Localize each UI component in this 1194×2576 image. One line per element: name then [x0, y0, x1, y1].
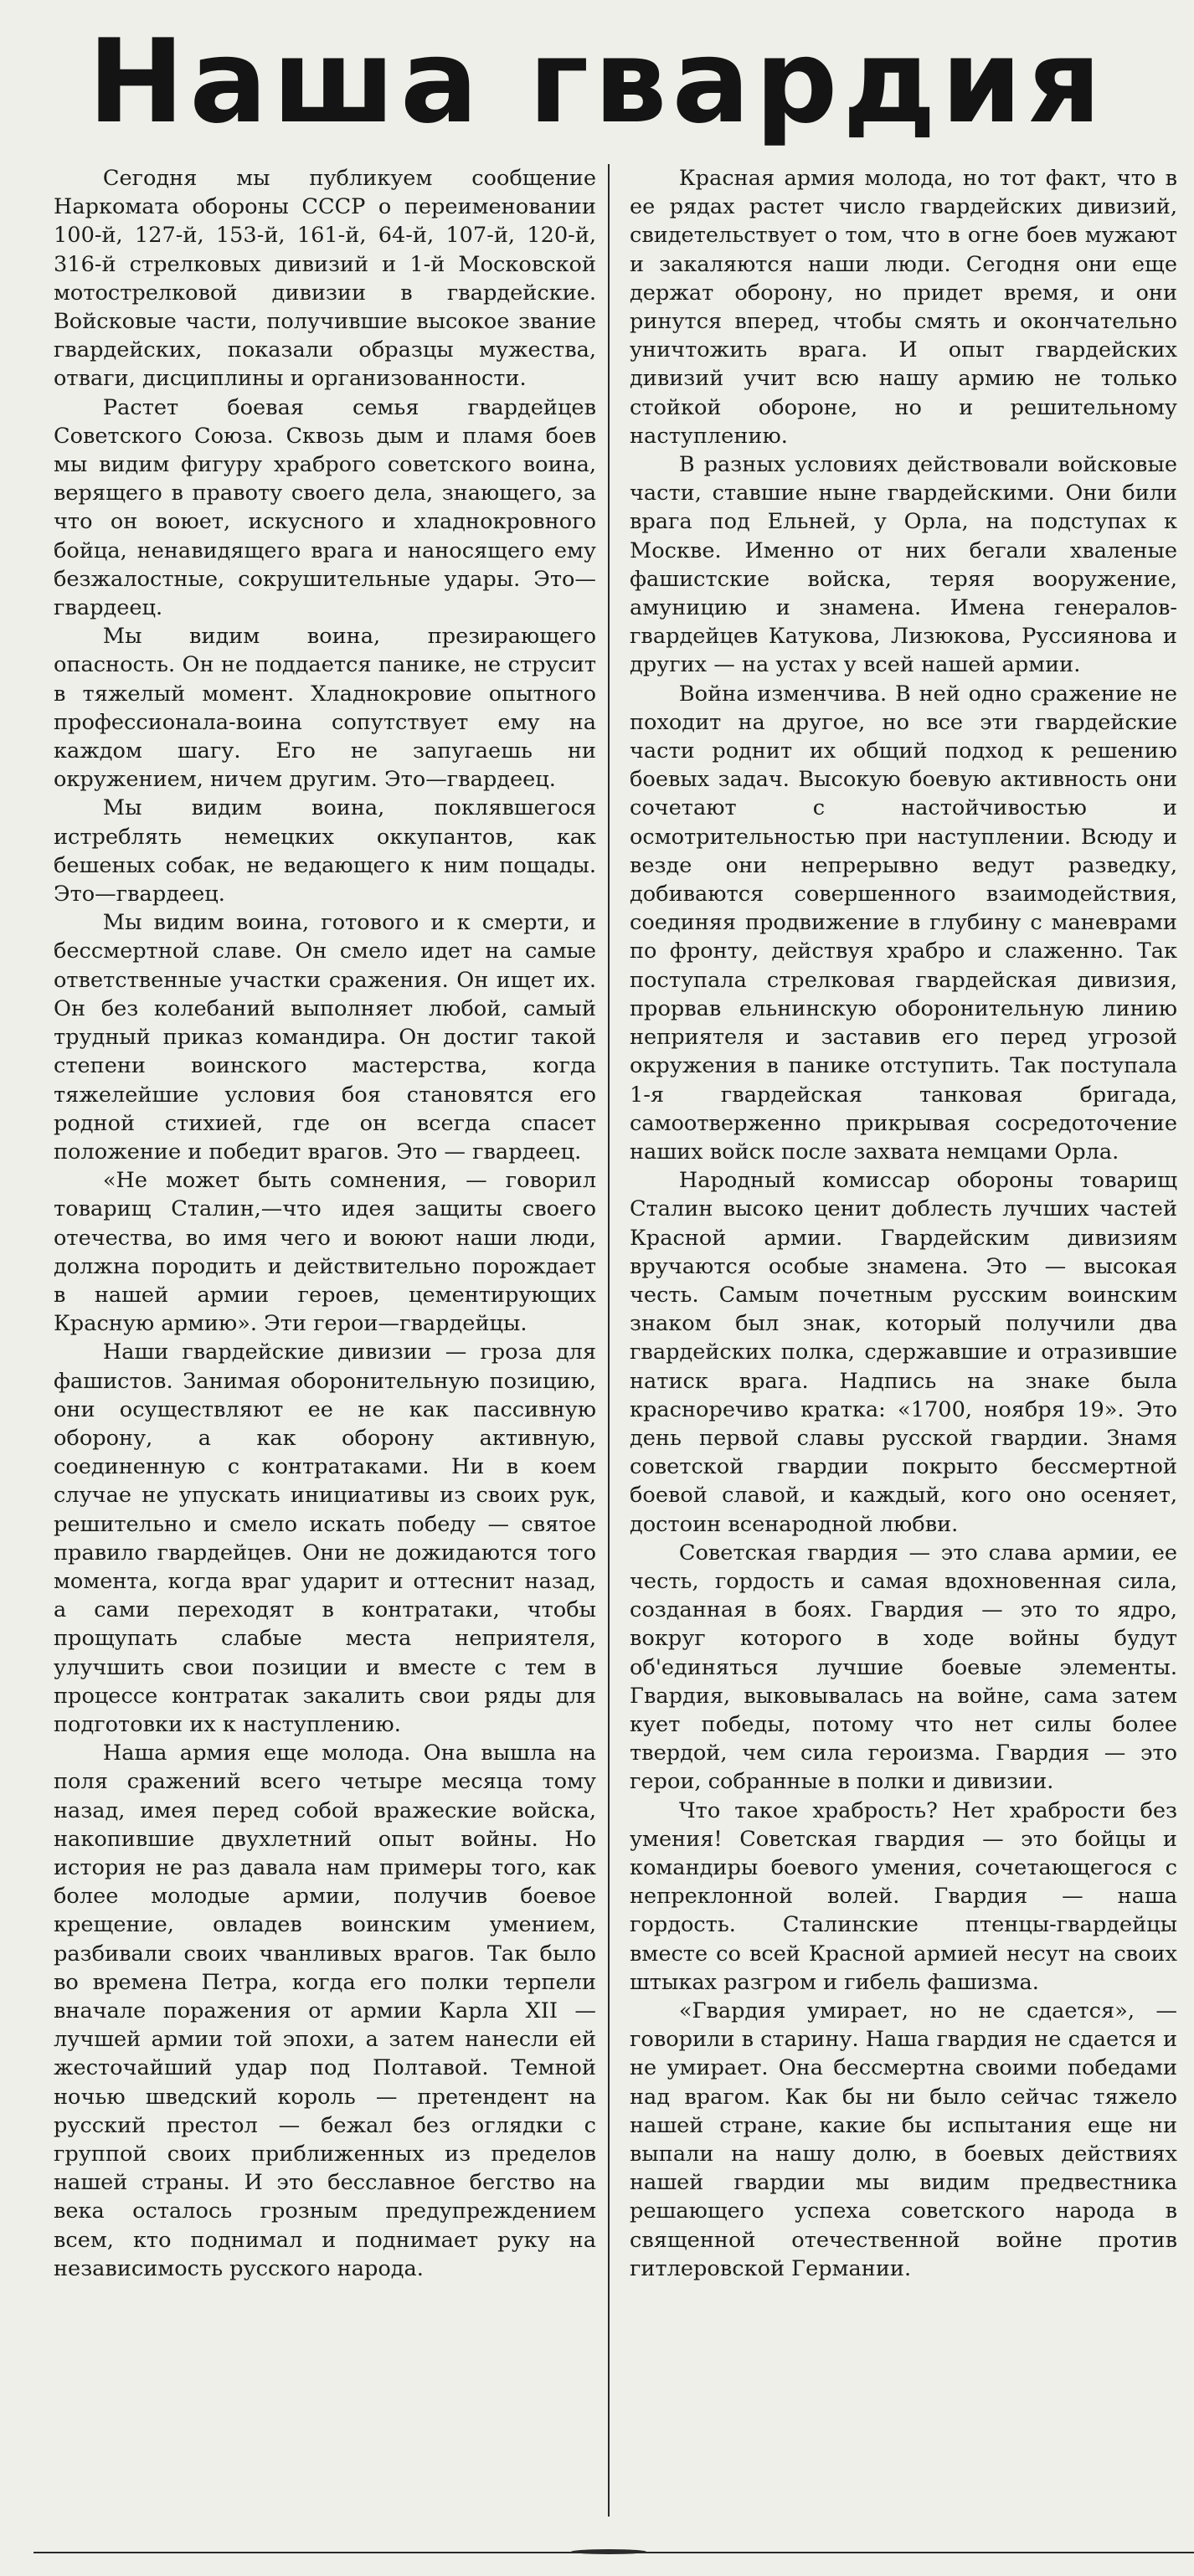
paragraph: Мы видим воина, поклявшегося истреблять немецких оккупантов, как бешеных собак, не ведающего к ним пощады. Это—гвардеец. [54, 795, 596, 908]
paragraph: Война изменчива. В ней одно сражение не походит на другое, но все эти гвардейские части роднит их общий подход к решению боевых задач. Высокую боевую активность они сочетают с настойчивостью и осмотрительностью при наступлении. Всюду и везде они непрерывно ведут разведку, добиваются совершенного взаимодействия, соединяя продвижение в глубину с маневрами по фронту, действуя храбро и слаженно. Так поступала стрелковая гвардейская дивизия, прорвав ельнинскую оборонительную линию неприятеля и заставив его перед угрозой окружения в панике отступить. Так поступала 1-я гвардейская танковая бригада, самоотверженно прикрывая сосредоточение наших войск после захвата немцами Орла. [630, 681, 1177, 1165]
paragraph: Народный комиссар обороны товарищ Сталин высоко ценит доблесть лучших частей Красной армии. Гвардейским дивизиям вручаются особые знамена. Это — высокая честь. Самым почетным русским воинским знаком был знак, который получили два гвардейских полка, сдержавшие и отразившие натиск врага. Надпись на знаке была красноречиво кратка: «1700, ноября 19». Это день первой славы русской гвардии. Знамя советской гвардии покрыто бессмертной боевой славой, и каждый, кого оно осеняет, достоин всенародной любви. [630, 1168, 1177, 1537]
paragraph: Советская гвардия — это слава армии, ее честь, гордость и самая вдохновенная сила, созданная в боях. Гвардия — это то ядро, вокруг которого в ходе войны будут об'единяться лучшие боевые элементы. Гвардия, выковывалась на войне, сама затем кует победы, потому что нет силы более твердой, чем сила героизма. Гвардия — это герои, собранные в полки и дивизии. [630, 1540, 1177, 1795]
paragraph: Наша армия еще молода. Она вышла на поля сражений всего четыре месяца тому назад, имея перед собой вражеские войска, накопившие двухлетний опыт войны. Но история не раз давала нам примеры того, как более молодые армии, получив боевое крещение, овладев воинским умением, разбивали своих чванливых врагов. Так было во времена Петра, когда его полки терпели вначале поражения от армии Карла XII — лучшей армии той эпохи, а затем нанесли ей жесточайший удар под Полтавой. Темной ночью шведский король — претендент на русский престол — бежал без оглядки с группой своих приближенных из пределов нашей страны. И это бесславное бегство на века осталось грозным предупреждением всем, кто поднимал и поднимает руку на независимость русского народа. [54, 1740, 596, 2281]
article-column-left [54, 164, 596, 2283]
paragraph: «Гвардия умирает, но не сдается», — говорили в старину. Наша гвардия не сдается и не умирает. Она бессмертна своими победами над врагом. Как бы ни было сейчас тяжело нашей стране, какие бы испытания еще ни выпали на нашу долю, в боевых действиях нашей гвардии мы видим предвестника решающего успеха советского народа в священной отечественной войне против гитлеровской Германии. [630, 1998, 1177, 2281]
paragraph: В разных условиях действовали войсковые части, ставшие ныне гвардейскими. Они били врага под Ельней, у Орла, на подступах к Москве. Именно от них бегали хваленые фашистские войска, теряя вооружение, амуницию и знамена. Имена генералов-гвардейцев Катукова, Лизюкова, Руссиянова и других — на устах у всей нашей армии. [630, 452, 1177, 678]
paragraph: Сегодня мы публикуем сообщение Наркомата обороны СССР о переименовании 100-й, 127-й, 153-й, 161-й, 64-й, 107-й, 120-й, 316-й стрелковых дивизий и 1-й Московской мотострелковой дивизии в гвардейские. Войсковые части, получившие высокое звание гвардейских, показали образцы мужества, отваги, дисциплины и организованности. [54, 166, 596, 392]
paragraph: Мы видим воина, готового и к смерти, и бессмертной славе. Он смело идет на самые ответственные участки сражения. Он ищет их. Он без колебаний выполняет любой, самый трудный приказ командира. Он достиг такой степени воинского мастерства, когда тяжелейшие условия боя становятся его родной стихией, где он всегда спасет положение и победит врагов. Это — гвардеец. [54, 910, 596, 1165]
paragraph: Мы видим воина, презирающего опасность. Он не поддается панике, не струсит в тяжелый момент. Хладнокровие опытного профессионала-воина сопутствует ему на каждом шагу. Его не запугаешь ни окружением, ничем другим. Это—гвардеец. [54, 624, 596, 793]
paragraph: Красная армия молода, но тот факт, что в ее рядах растет число гвардейских дивизий, свидетельствует о том, что в огне боев мужают и закаляются наши люди. Сегодня они еще держат оборону, но придет время, и они ринутся вперед, чтобы смять и окончательно уничтожить врага. И опыт гвардейских дивизий учит всю нашу армию не только стойкой обороне, но и решительному наступлению. [630, 166, 1177, 449]
paragraph: Растет боевая семья гвардейцев Советского Союза. Сквозь дым и пламя боев мы видим фигуру храброго советского воина, верящего в правоту своего дела, знающего, за что он воюет, искусного и хладнокровного бойца, ненавидящего врага и наносящего ему безжалостные, сокрушительные удары. Это—гвардеец. [54, 394, 596, 621]
paragraph: Что такое храбрость? Нет храбрости без умения! Советская гвардия — это бойцы и командиры боевого умения, сочетающегося с непреклонной волей. Гвардия — наша гордость. Сталинские птенцы-гвардейцы вместе со всей Красной армией несут на своих штыках разгром и гибель фашизма. [630, 1797, 1177, 1995]
bottom-ornament [563, 2546, 655, 2558]
paragraph: «Не может быть сомнения, — говорил товарищ Сталин,—что идея защиты своего отечества, во имя чего и воюют наши люди, должна породить и действительно порождает в нашей армии героев, цементирующих Красную армию». Эти герои—гвардейцы. [54, 1168, 596, 1337]
article-title: Наша гвардия [87, 14, 1107, 149]
paragraph: Наши гвардейские дивизии — гроза для фашистов. Занимая оборонительную позицию, они осуществляют ее не как пассивную оборону, а как оборону активную, соединенную с контратаками. Ни в коем случае не упускать инициативы из своих рук, решительно и смело искать победу — святое правило гвардейцев. Они не дожидаются того момента, когда враг ударит и оттеснит назад, а сами переходят в контратаки, чтобы прощупать слабые места неприятеля, улучшить свои позиции и вместе с тем в процессе контратак закалить свои ряды для подготовки их к наступлению. [54, 1339, 596, 1737]
article-column-right [630, 164, 1177, 2283]
column-divider [608, 164, 610, 2517]
